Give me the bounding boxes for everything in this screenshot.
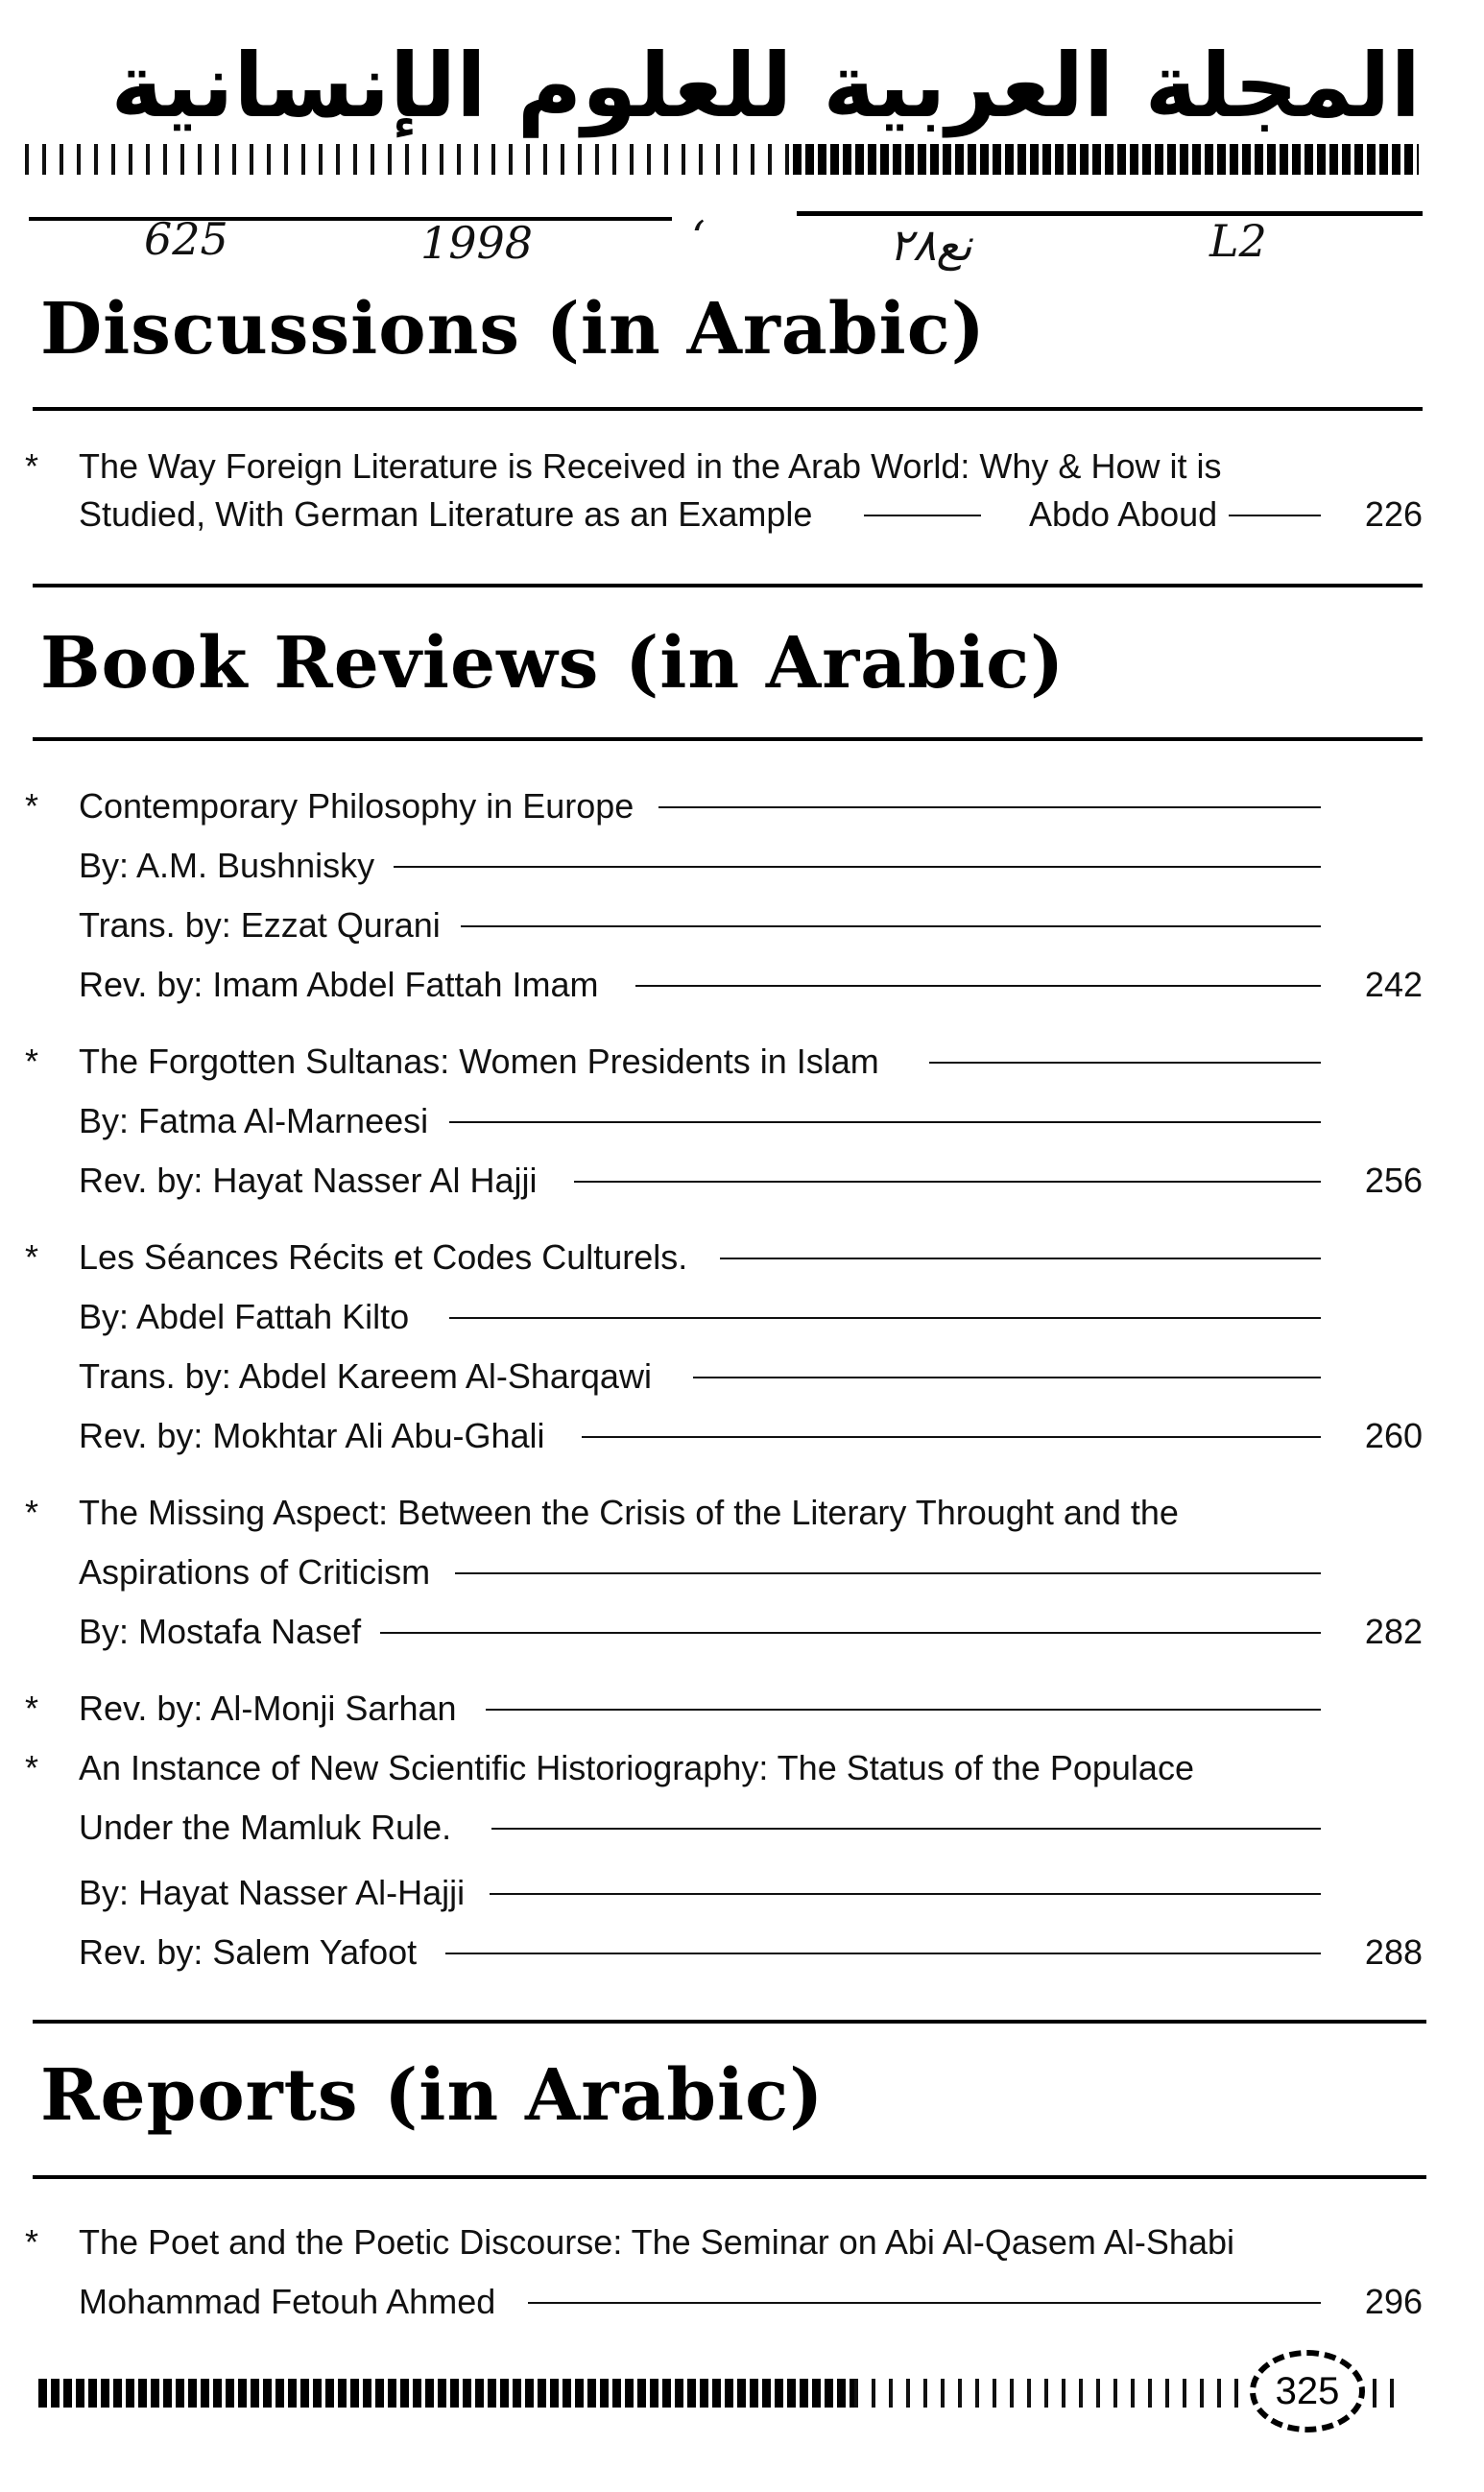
entry-line xyxy=(79,1352,1423,1402)
handwritten-number: 625 xyxy=(144,213,228,265)
entry-line xyxy=(79,1684,1423,1734)
header-rule-left xyxy=(29,217,672,221)
header-barcode-dark xyxy=(793,144,1419,175)
entry-line xyxy=(79,1928,1423,1977)
entry-line xyxy=(79,490,1423,539)
entry-page-number: 296 xyxy=(1364,2282,1423,2321)
entry-page-number: 288 xyxy=(1364,1932,1423,1972)
leader-line xyxy=(455,1572,1321,1574)
leader-line xyxy=(635,985,1321,987)
leader-line xyxy=(486,1709,1321,1711)
entry-line xyxy=(79,1233,1423,1282)
entry-line xyxy=(79,1547,1423,1597)
entry-line xyxy=(79,1607,1423,1657)
entry-bullet: * xyxy=(25,2222,39,2262)
leader-line xyxy=(720,1258,1321,1259)
entry-text: The Way Foreign Literature is Received in the Arab World: Why & How it is xyxy=(79,446,1222,486)
leader-line xyxy=(490,1893,1321,1895)
section-rule xyxy=(33,407,1423,411)
entry-text: An Instance of New Scientific Historiography: The Status of the Populace xyxy=(79,1748,1194,1787)
entry-bullet: * xyxy=(25,786,39,826)
journal-title-arabic: المجلة العربية للعلوم الإنسانية xyxy=(110,35,1421,137)
entry-text: Under the Mamluk Rule. xyxy=(79,1808,452,1847)
leader-line xyxy=(582,1436,1321,1438)
entry-page-number: 226 xyxy=(1364,494,1423,534)
entry-bullet: * xyxy=(25,1493,39,1532)
footer-barcode-tail xyxy=(1373,2379,1407,2408)
leader-line xyxy=(491,1828,1321,1830)
footer-barcode-light xyxy=(854,2379,1246,2408)
entry-text: By: A.M. Bushnisky xyxy=(79,846,375,885)
entry-text: By: Mostafa Nasef xyxy=(79,1612,362,1651)
entry-text: Rev. by: Mokhtar Ali Abu-Ghali xyxy=(79,1416,545,1455)
entry-text: Trans. by: Ezzat Qurani xyxy=(79,905,441,945)
section-rule xyxy=(33,2175,1426,2179)
entry-bullet: * xyxy=(25,1237,39,1277)
entry-line xyxy=(79,442,1423,491)
entry-bullet: * xyxy=(25,1042,39,1081)
entry-line xyxy=(79,1488,1423,1538)
header-barcode-light xyxy=(25,144,793,175)
section-rule xyxy=(33,2020,1426,2024)
entry-line xyxy=(79,1743,1423,1793)
section-title-reports: Reports (in Arabic) xyxy=(40,2054,825,2137)
leader-line xyxy=(449,1317,1321,1319)
leader-line xyxy=(1229,515,1321,516)
entry-text: Rev. by: Hayat Nasser Al Hajji xyxy=(79,1161,538,1200)
entry-line xyxy=(79,1868,1423,1918)
entry-page-number: 256 xyxy=(1364,1161,1423,1200)
entry-text: By: Fatma Al-Marneesi xyxy=(79,1101,429,1140)
leader-line xyxy=(658,806,1321,808)
entry-line xyxy=(79,1292,1423,1342)
entry-text: By: Hayat Nasser Al-Hajji xyxy=(79,1873,466,1912)
section-rule xyxy=(33,584,1423,587)
entry-line xyxy=(79,841,1423,891)
entry-line xyxy=(79,1156,1423,1206)
section-title-discussions: Discussions (in Arabic) xyxy=(40,288,986,371)
entry-text: Trans. by: Abdel Kareem Al-Sharqawi xyxy=(79,1356,652,1396)
leader-line xyxy=(380,1632,1321,1634)
entry-bullet: * xyxy=(25,446,39,486)
handwritten-code: L2 xyxy=(1209,215,1267,267)
leader-line xyxy=(445,1953,1321,1954)
entry-line xyxy=(79,900,1423,950)
entry-bullet: * xyxy=(25,1689,39,1728)
entry-text: Rev. by: Imam Abdel Fattah Imam xyxy=(79,965,599,1004)
entry-text: The Poet and the Poetic Discourse: The Seminar on Abi Al-Qasem Al-Shabi xyxy=(79,2222,1234,2262)
leader-line xyxy=(528,2302,1321,2304)
handwritten-mark: ʻ xyxy=(691,211,706,263)
footer-barcode-dark xyxy=(38,2379,854,2408)
entry-line xyxy=(79,2217,1423,2267)
leader-line xyxy=(394,866,1321,868)
entry-line xyxy=(79,1803,1423,1853)
entry-text: Mohammad Fetouh Ahmed xyxy=(79,2282,496,2321)
page-number-badge: 325 xyxy=(1250,2350,1365,2432)
entry-text: Rev. by: Al-Monji Sarhan xyxy=(79,1689,457,1728)
entry-line xyxy=(79,781,1423,831)
header-rule-right xyxy=(797,211,1423,216)
section-title-book-reviews: Book Reviews (in Arabic) xyxy=(40,622,1065,705)
entry-line xyxy=(79,960,1423,1010)
entry-text: The Forgotten Sultanas: Women Presidents in Islam xyxy=(79,1042,879,1081)
entry-page-number: 242 xyxy=(1364,965,1423,1004)
leader-line xyxy=(461,925,1321,927)
leader-line xyxy=(864,515,981,516)
entry-text: By: Abdel Fattah Kilto xyxy=(79,1297,410,1336)
leader-line xyxy=(693,1377,1321,1378)
entry-text: Rev. by: Salem Yafoot xyxy=(79,1932,418,1972)
entry-author: Abdo Aboud xyxy=(1029,494,1218,534)
entry-text: Les Séances Récits et Codes Culturels. xyxy=(79,1237,688,1277)
entry-line xyxy=(79,1037,1423,1087)
handwritten-year: 1998 xyxy=(420,217,534,269)
entry-text: Studied, With German Literature as an Example xyxy=(79,494,813,534)
entry-line xyxy=(79,1096,1423,1146)
leader-line xyxy=(574,1181,1321,1183)
entry-page-number: 282 xyxy=(1364,1612,1423,1651)
entry-text: The Missing Aspect: Between the Crisis of the Literary Throught and the xyxy=(79,1493,1179,1532)
entry-line xyxy=(79,2277,1423,2327)
entry-text: Aspirations of Criticism xyxy=(79,1552,431,1592)
entry-page-number: 260 xyxy=(1364,1416,1423,1455)
handwritten-arabic-number: نع٢٨ xyxy=(889,219,972,271)
section-rule xyxy=(33,737,1423,741)
leader-line xyxy=(929,1062,1321,1064)
entry-text: Contemporary Philosophy in Europe xyxy=(79,786,634,826)
entry-line xyxy=(79,1411,1423,1461)
entry-bullet: * xyxy=(25,1748,39,1787)
leader-line xyxy=(449,1121,1321,1123)
